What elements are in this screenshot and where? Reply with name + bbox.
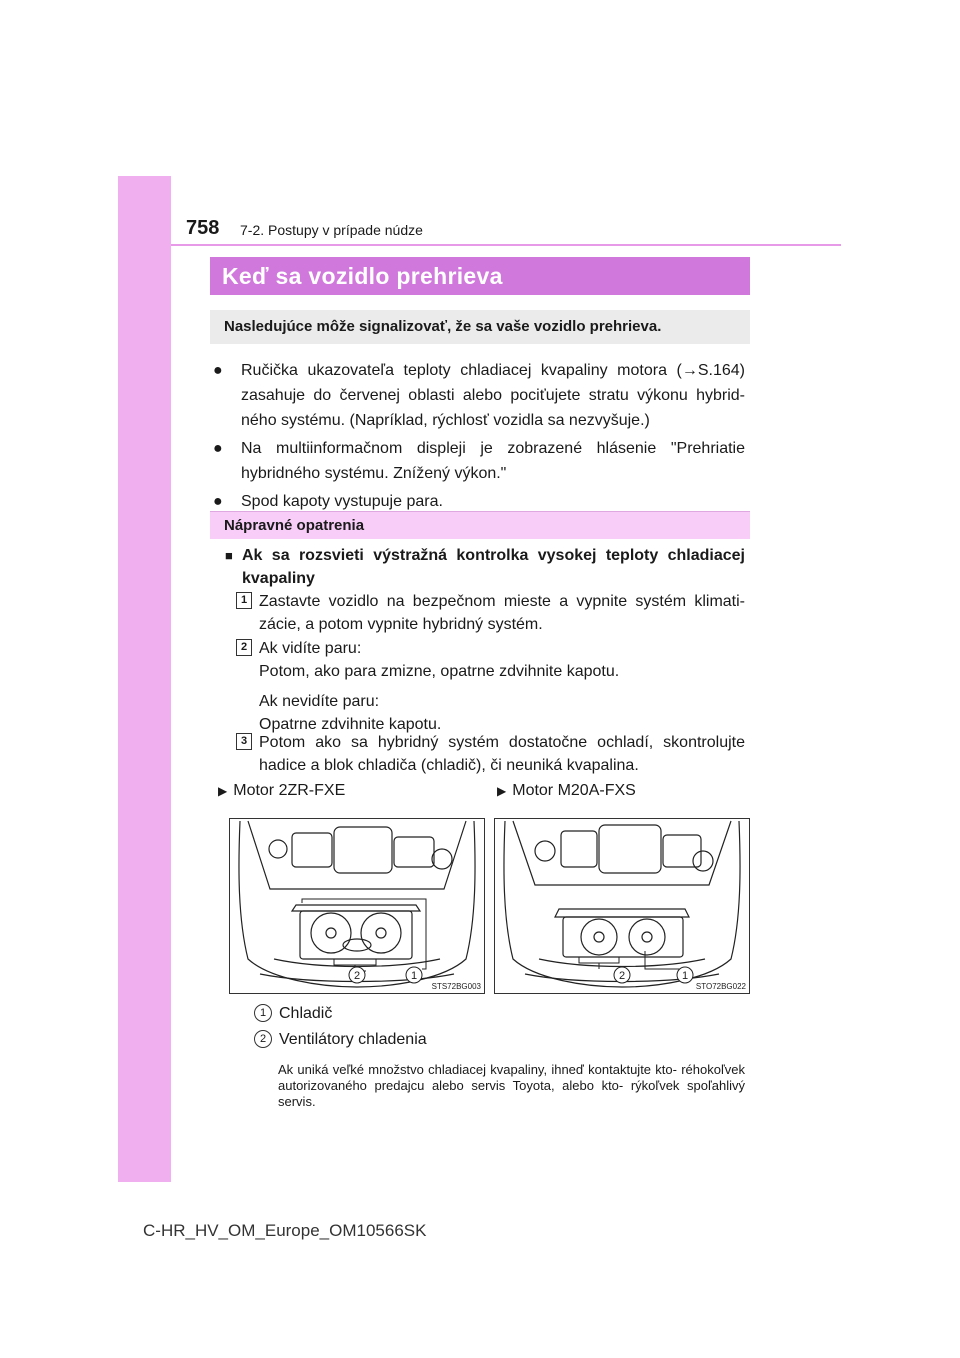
intro-text: Nasledujúce môže signalizovať, že sa vaše vozidlo prehrieva.: [224, 318, 662, 335]
engine-name: Motor M20A-FXS: [512, 782, 636, 799]
engine-bay-drawing: [230, 819, 484, 993]
list-item-text: Ručička ukazovateľa teploty chladiacej kvapaliny motora (→S.164) zasahuje do červenej oblasti alebo pociťujete stratu výkonu hybrid- ného systému. (Napríklad, rýchlosť vozidla sa nezvyšuje.): [241, 362, 745, 429]
legend-number: 1: [254, 1004, 272, 1022]
list-item-text: Na multiinformačnom displeji je zobrazené hlásenie "Prehriatie hybridného systému. Znížený výkon.": [241, 440, 745, 482]
remedy-title: Nápravné opatrenia: [224, 517, 365, 534]
image-code: STO72BG022: [695, 982, 746, 991]
square-bullet-icon: ■: [225, 548, 233, 563]
step-text: Opatrne zdvihnite kapotu.: [259, 716, 442, 733]
footer-doc-code: C-HR_HV_OM_Europe_OM10566SK: [143, 1221, 427, 1240]
remedy-banner: [210, 511, 750, 539]
bullet-icon: ●: [213, 440, 223, 457]
title-banner: [210, 257, 750, 295]
step-text: Potom, ako para zmizne, opatrne zdvihnite kapotu.: [259, 663, 620, 680]
symptom-list: [213, 358, 745, 517]
step-number-badge: 1: [236, 592, 252, 609]
side-tab-strip: [118, 176, 171, 1182]
step-number-badge: 2: [236, 639, 252, 656]
bullet-icon: ●: [213, 362, 223, 379]
page-number: 758: [186, 217, 220, 239]
page-title: Keď sa vozidlo prehrieva: [222, 263, 503, 289]
step-text: Potom ako sa hybridný systém dostatočne ochladí, skontrolujte hadice a blok chladiča (chladič), či neuniká kvapalina.: [259, 734, 745, 774]
engine-bay-illustration: [494, 818, 750, 994]
remedy-heading-text: Ak sa rozsvieti výstražná kontrolka vysokej teploty chladiacej kvapaliny: [242, 547, 745, 587]
callout-1: 1: [410, 970, 418, 982]
step-text: Ak nevidíte paru:: [259, 693, 380, 710]
step-3: [236, 731, 745, 777]
engine-label-2zr: [218, 782, 345, 800]
engine-label-m20a: [497, 782, 636, 800]
image-code: STS72BG003: [431, 982, 481, 991]
coolant-note: Ak uniká veľké množstvo chladiacej kvapaliny, ihneď kontaktujte kto- réhokoľvek autorizovaného predajcu alebo servis Toyota, alebo kto- rýkoľvek spoľahlivý servis.: [278, 1062, 745, 1109]
triangle-bullet-icon: ▶: [497, 784, 507, 798]
step-2: [236, 637, 745, 736]
engine-bay-drawing: [495, 819, 749, 993]
callout-1: 1: [681, 970, 689, 982]
triangle-bullet-icon: ▶: [218, 784, 228, 798]
engine-bay-illustration: [229, 818, 485, 994]
engine-name: Motor 2ZR-FXE: [233, 782, 346, 799]
legend-label: Chladič: [279, 1005, 333, 1022]
step-1: [236, 590, 745, 636]
callout-2: 2: [618, 970, 626, 982]
section-title: 7-2. Postupy v prípade núdze: [240, 222, 423, 238]
step-text: Ak vidíte paru:: [259, 640, 362, 657]
intro-box: [210, 310, 750, 344]
callout-2: 2: [353, 970, 361, 982]
step-number-badge: 3: [236, 733, 252, 750]
list-item-text: Spod kapoty vystupuje para.: [241, 493, 443, 510]
step-text: Zastavte vozidlo na bezpečnom mieste a vypnite systém klimati- zácie, a potom vypnite hybridný systém.: [259, 593, 745, 633]
list-item: [213, 436, 745, 486]
legend-number: 2: [254, 1030, 272, 1048]
legend-label: Ventilátory chladenia: [279, 1031, 427, 1048]
header-divider: [171, 244, 841, 246]
remedy-heading: [225, 544, 745, 590]
bullet-icon: ●: [213, 493, 223, 510]
list-item: [213, 358, 745, 433]
